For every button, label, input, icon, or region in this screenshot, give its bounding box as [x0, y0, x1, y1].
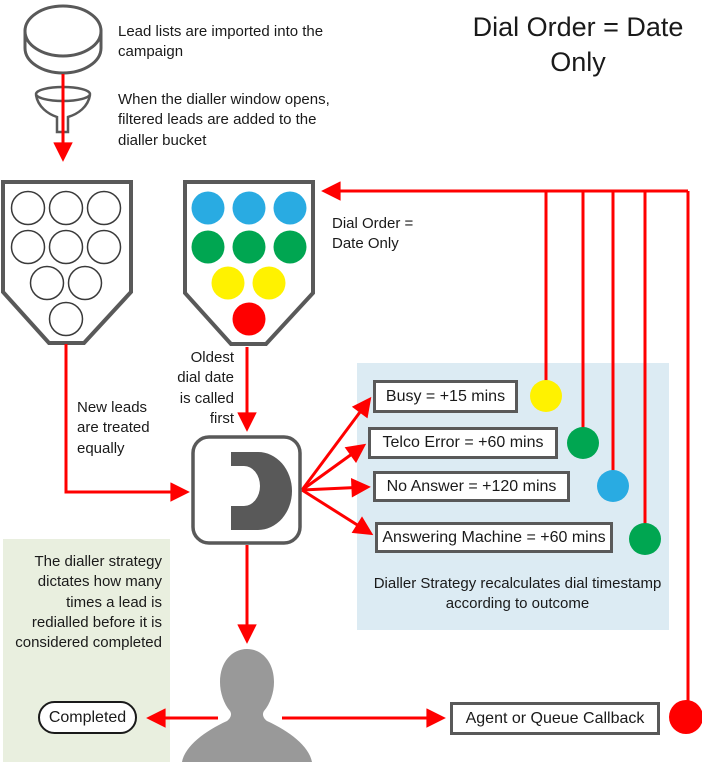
telco-arrow [302, 446, 363, 490]
strategy-note: The dialler strategy dictates how many times a lead is redialled before it is considered completed [15, 553, 162, 651]
new-leads-bucket [3, 182, 131, 343]
no-answer-arrow [302, 487, 367, 490]
outcome-answering-machine: Answering Machine = +60 mins [375, 522, 613, 553]
telco-dot [567, 427, 599, 459]
page-title: Dial Order = Date Only [472, 12, 684, 78]
database-icon [25, 6, 101, 73]
new-leads-note: New leads are treated equally [77, 399, 150, 457]
callback-dot [669, 700, 702, 734]
outcome-busy: Busy = +15 mins [373, 380, 518, 413]
dial-order-bucket-label: Dial Order = Date Only [332, 215, 414, 253]
lead-import-note: Lead lists are imported into the campaign [118, 23, 324, 61]
answering-arrow [302, 490, 370, 533]
phone-icon [193, 437, 300, 543]
agent-callback-node: Agent or Queue Callback [450, 702, 660, 735]
answering-dot [629, 523, 661, 555]
no-answer-dot [597, 470, 629, 502]
dialler-window-note: When the dialler window opens, filtered leads are added to the dialler bucket [118, 91, 330, 149]
oldest-first-note: Oldest dial date is called first [177, 349, 234, 427]
person-icon [182, 649, 312, 762]
outcome-telco-error: Telco Error = +60 mins [368, 427, 558, 459]
busy-arrow [302, 400, 369, 490]
outcome-no-answer: No Answer = +120 mins [373, 471, 570, 502]
recalculation-note: Dialler Strategy recalculates dial timestamp according to outcome [373, 575, 662, 613]
dial-order-bucket [185, 182, 313, 344]
completed-node: Completed [38, 701, 137, 734]
busy-dot [530, 380, 562, 412]
